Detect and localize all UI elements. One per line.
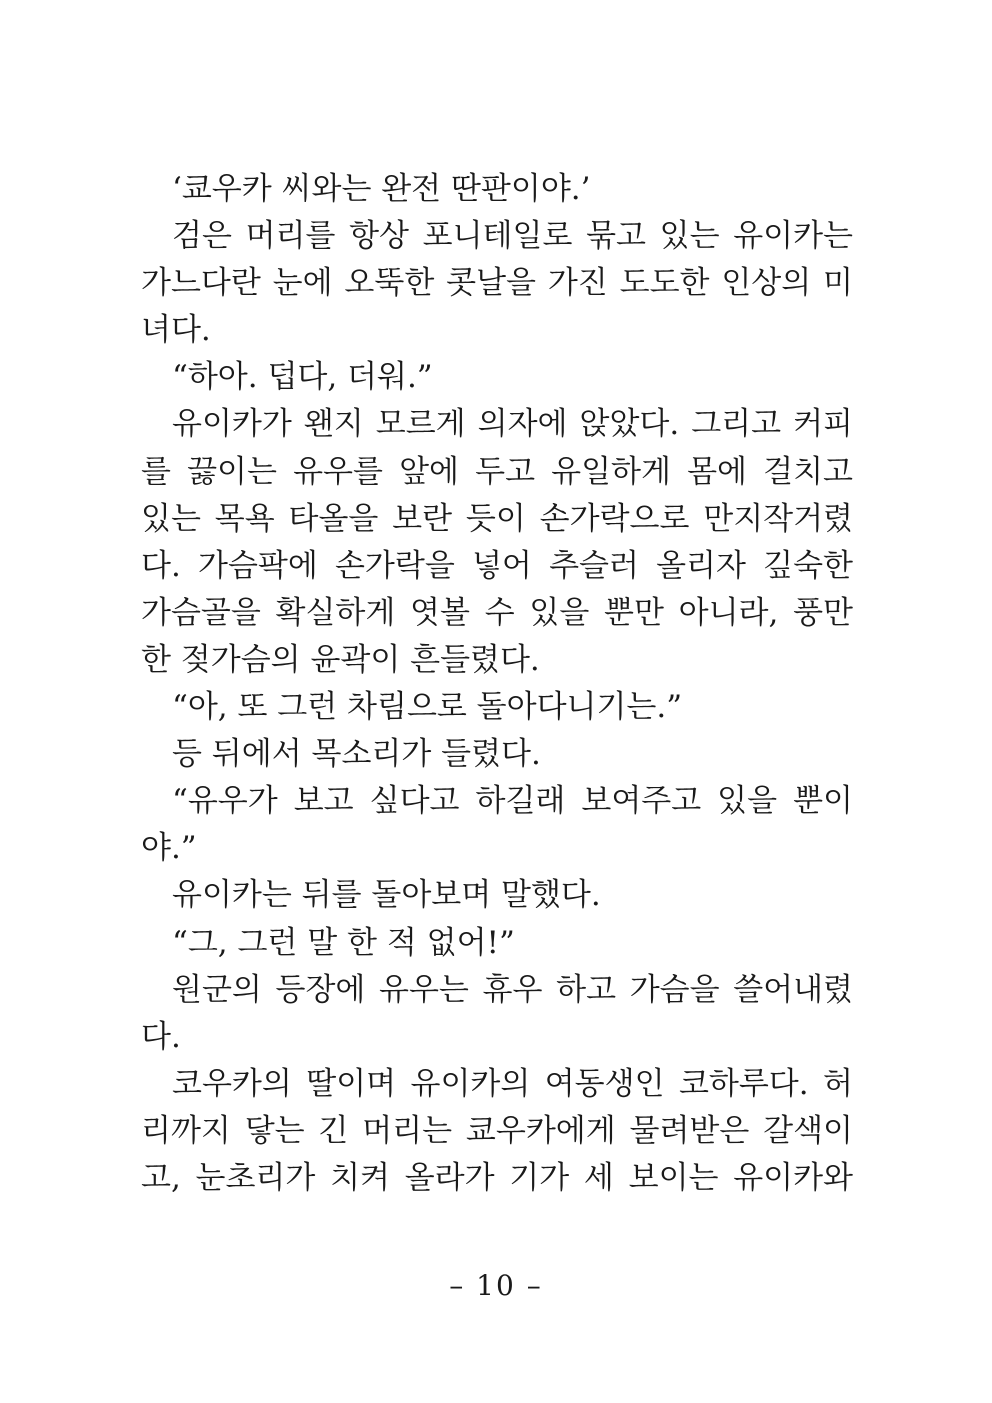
text-line: 있는 목욕 타올을 보란 듯이 손가락으로 만지작거렸 — [141, 500, 853, 537]
text-line: 녀다. — [141, 312, 211, 349]
text-line: 야.” — [141, 830, 197, 867]
text-line: 코우카의 딸이며 유이카의 여동생인 코하루다. 허 — [172, 1065, 853, 1102]
page-body-text — [141, 166, 853, 1202]
text-line: 를 끓이는 유우를 앞에 두고 유일하게 몸에 걸치고 — [141, 453, 853, 490]
text-line: 가슴골을 확실하게 엿볼 수 있을 뿐만 아니라, 풍만 — [141, 594, 853, 631]
text-line: “아, 또 그런 차림으로 돌아다니기는.” — [172, 689, 683, 726]
text-line: 등 뒤에서 목소리가 들렸다. — [172, 736, 541, 773]
text-line: “유우가 보고 싶다고 하길래 보여주고 있을 뿐이 — [172, 783, 853, 820]
text-line: 유이카가 왠지 모르게 의자에 앉았다. 그리고 커피 — [172, 406, 853, 443]
text-line: 리까지 닿는 긴 머리는 쿄우카에게 물려받은 갈색이 — [141, 1112, 853, 1149]
text-line: “하아. 덥다, 더워.” — [172, 359, 433, 396]
text-line: 가느다란 눈에 오뚝한 콧날을 가진 도도한 인상의 미 — [141, 265, 853, 302]
text-line: 유이카는 뒤를 돌아보며 말했다. — [172, 877, 601, 914]
text-line: 다. 가슴팍에 손가락을 넣어 추슬러 올리자 깊숙한 — [141, 547, 853, 584]
text-line: ‘쿄우카 씨와는 완전 딴판이야.’ — [172, 171, 591, 207]
text-line: 다. — [141, 1018, 181, 1055]
text-line: 고, 눈초리가 치켜 올라가 기가 세 보이는 유이카와 — [141, 1159, 853, 1196]
text-line: “그, 그런 말 한 적 없어!” — [172, 924, 515, 961]
page-number: – 10 – — [449, 1269, 543, 1302]
text-line: 검은 머리를 항상 포니테일로 묶고 있는 유이카는 — [172, 218, 853, 255]
text-line: 한 젖가슴의 윤곽이 흔들렸다. — [141, 641, 540, 678]
text-line: 원군의 등장에 유우는 휴우 하고 가슴을 쓸어내렸 — [172, 971, 853, 1008]
